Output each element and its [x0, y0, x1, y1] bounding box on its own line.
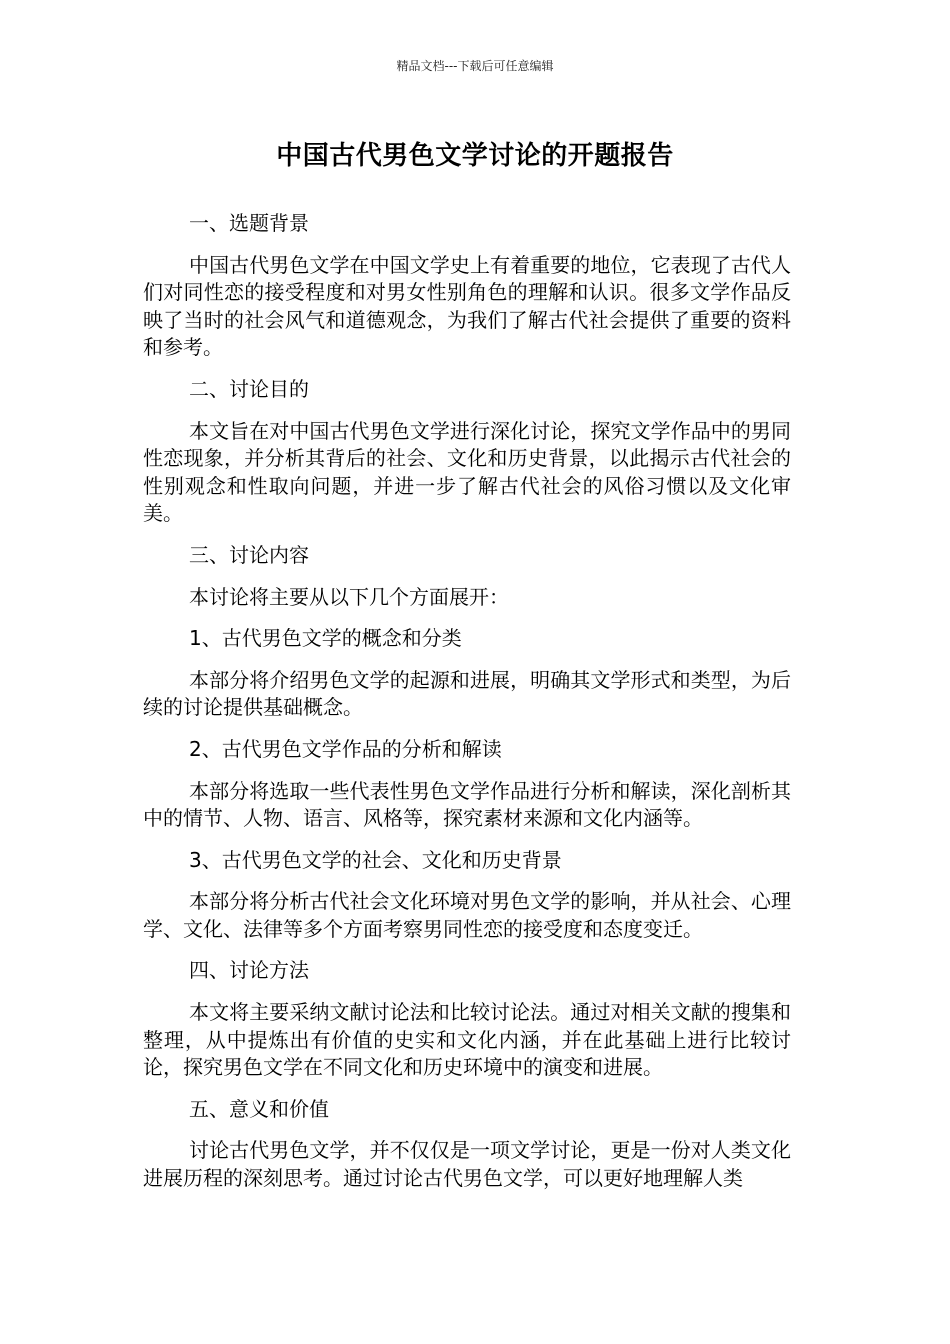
section-heading-significance: 五、意义和价值: [189, 1096, 329, 1121]
paragraph-analysis: 本部分将选取一些代表性男色文学作品进行分析和解读，深化剖析其中的情节、人物、语言、风格等，探究素材来源和文化内涵等。: [143, 778, 791, 831]
header-note: 精品文档---下载后可任意编辑: [396, 59, 554, 73]
document-body: [143, 210, 791, 1207]
paragraph-purpose: 本文旨在对中国古代男色文学进行深化讨论，探究文学作品中的男同性恋现象，并分析其背后的社会、文化和历史背景，以此揭示古代社会的性别观念和性取向问题，并进一步了解古代社会的风俗习惯以及文化审美。: [143, 418, 791, 526]
paragraph-method: 本文将主要采纳文献讨论法和比较讨论法。通过对相关文献的搜集和整理，从中提炼出有价值的史实和文化内涵，并在此基础上进行比较讨论，探究男色文学在不同文化和历史环境中的演变和进展。: [143, 1000, 791, 1080]
section-heading-content: 三、讨论内容: [189, 542, 309, 567]
page-title: 中国古代男色文学讨论的开题报告: [276, 141, 674, 171]
section-heading-method: 四、讨论方法: [189, 958, 309, 983]
paragraph-content-intro: 本讨论将主要从以下几个方面展开：: [189, 584, 509, 609]
paragraph-concept: 本部分将介绍男色文学的起源和进展，明确其文学形式和类型，为后续的讨论提供基础概念。: [143, 667, 791, 720]
paragraph-significance: 讨论古代男色文学，并不仅仅是一项文学讨论，更是一份对人类文化进展历程的深刻思考。通过讨论古代男色文学，可以更好地理解人类: [143, 1138, 791, 1191]
paragraph-context: 本部分将分析古代社会文化环境对男色文学的影响，并从社会、心理学、文化、法律等多个方面考察男同性恋的接受度和态度变迁。: [143, 889, 791, 941]
section-heading-background: 一、选题背景: [189, 211, 309, 235]
subheading-concept: 1、古代男色文学的概念和分类: [189, 626, 462, 651]
subheading-context: 3、古代男色文学的社会、文化和历史背景: [189, 847, 562, 872]
section-heading-purpose: 二、讨论目的: [189, 376, 309, 401]
paragraph-background: 中国古代男色文学在中国文学史上有着重要的地位，它表现了古代人们对同性恋的接受程度和对男女性别角色的理解和认识。很多文学作品反映了当时的社会风气和道德观念，为我们了解古代社会提供了重要的资料和参考。: [143, 252, 791, 360]
subheading-analysis: 2、古代男色文学作品的分析和解读: [189, 736, 502, 761]
